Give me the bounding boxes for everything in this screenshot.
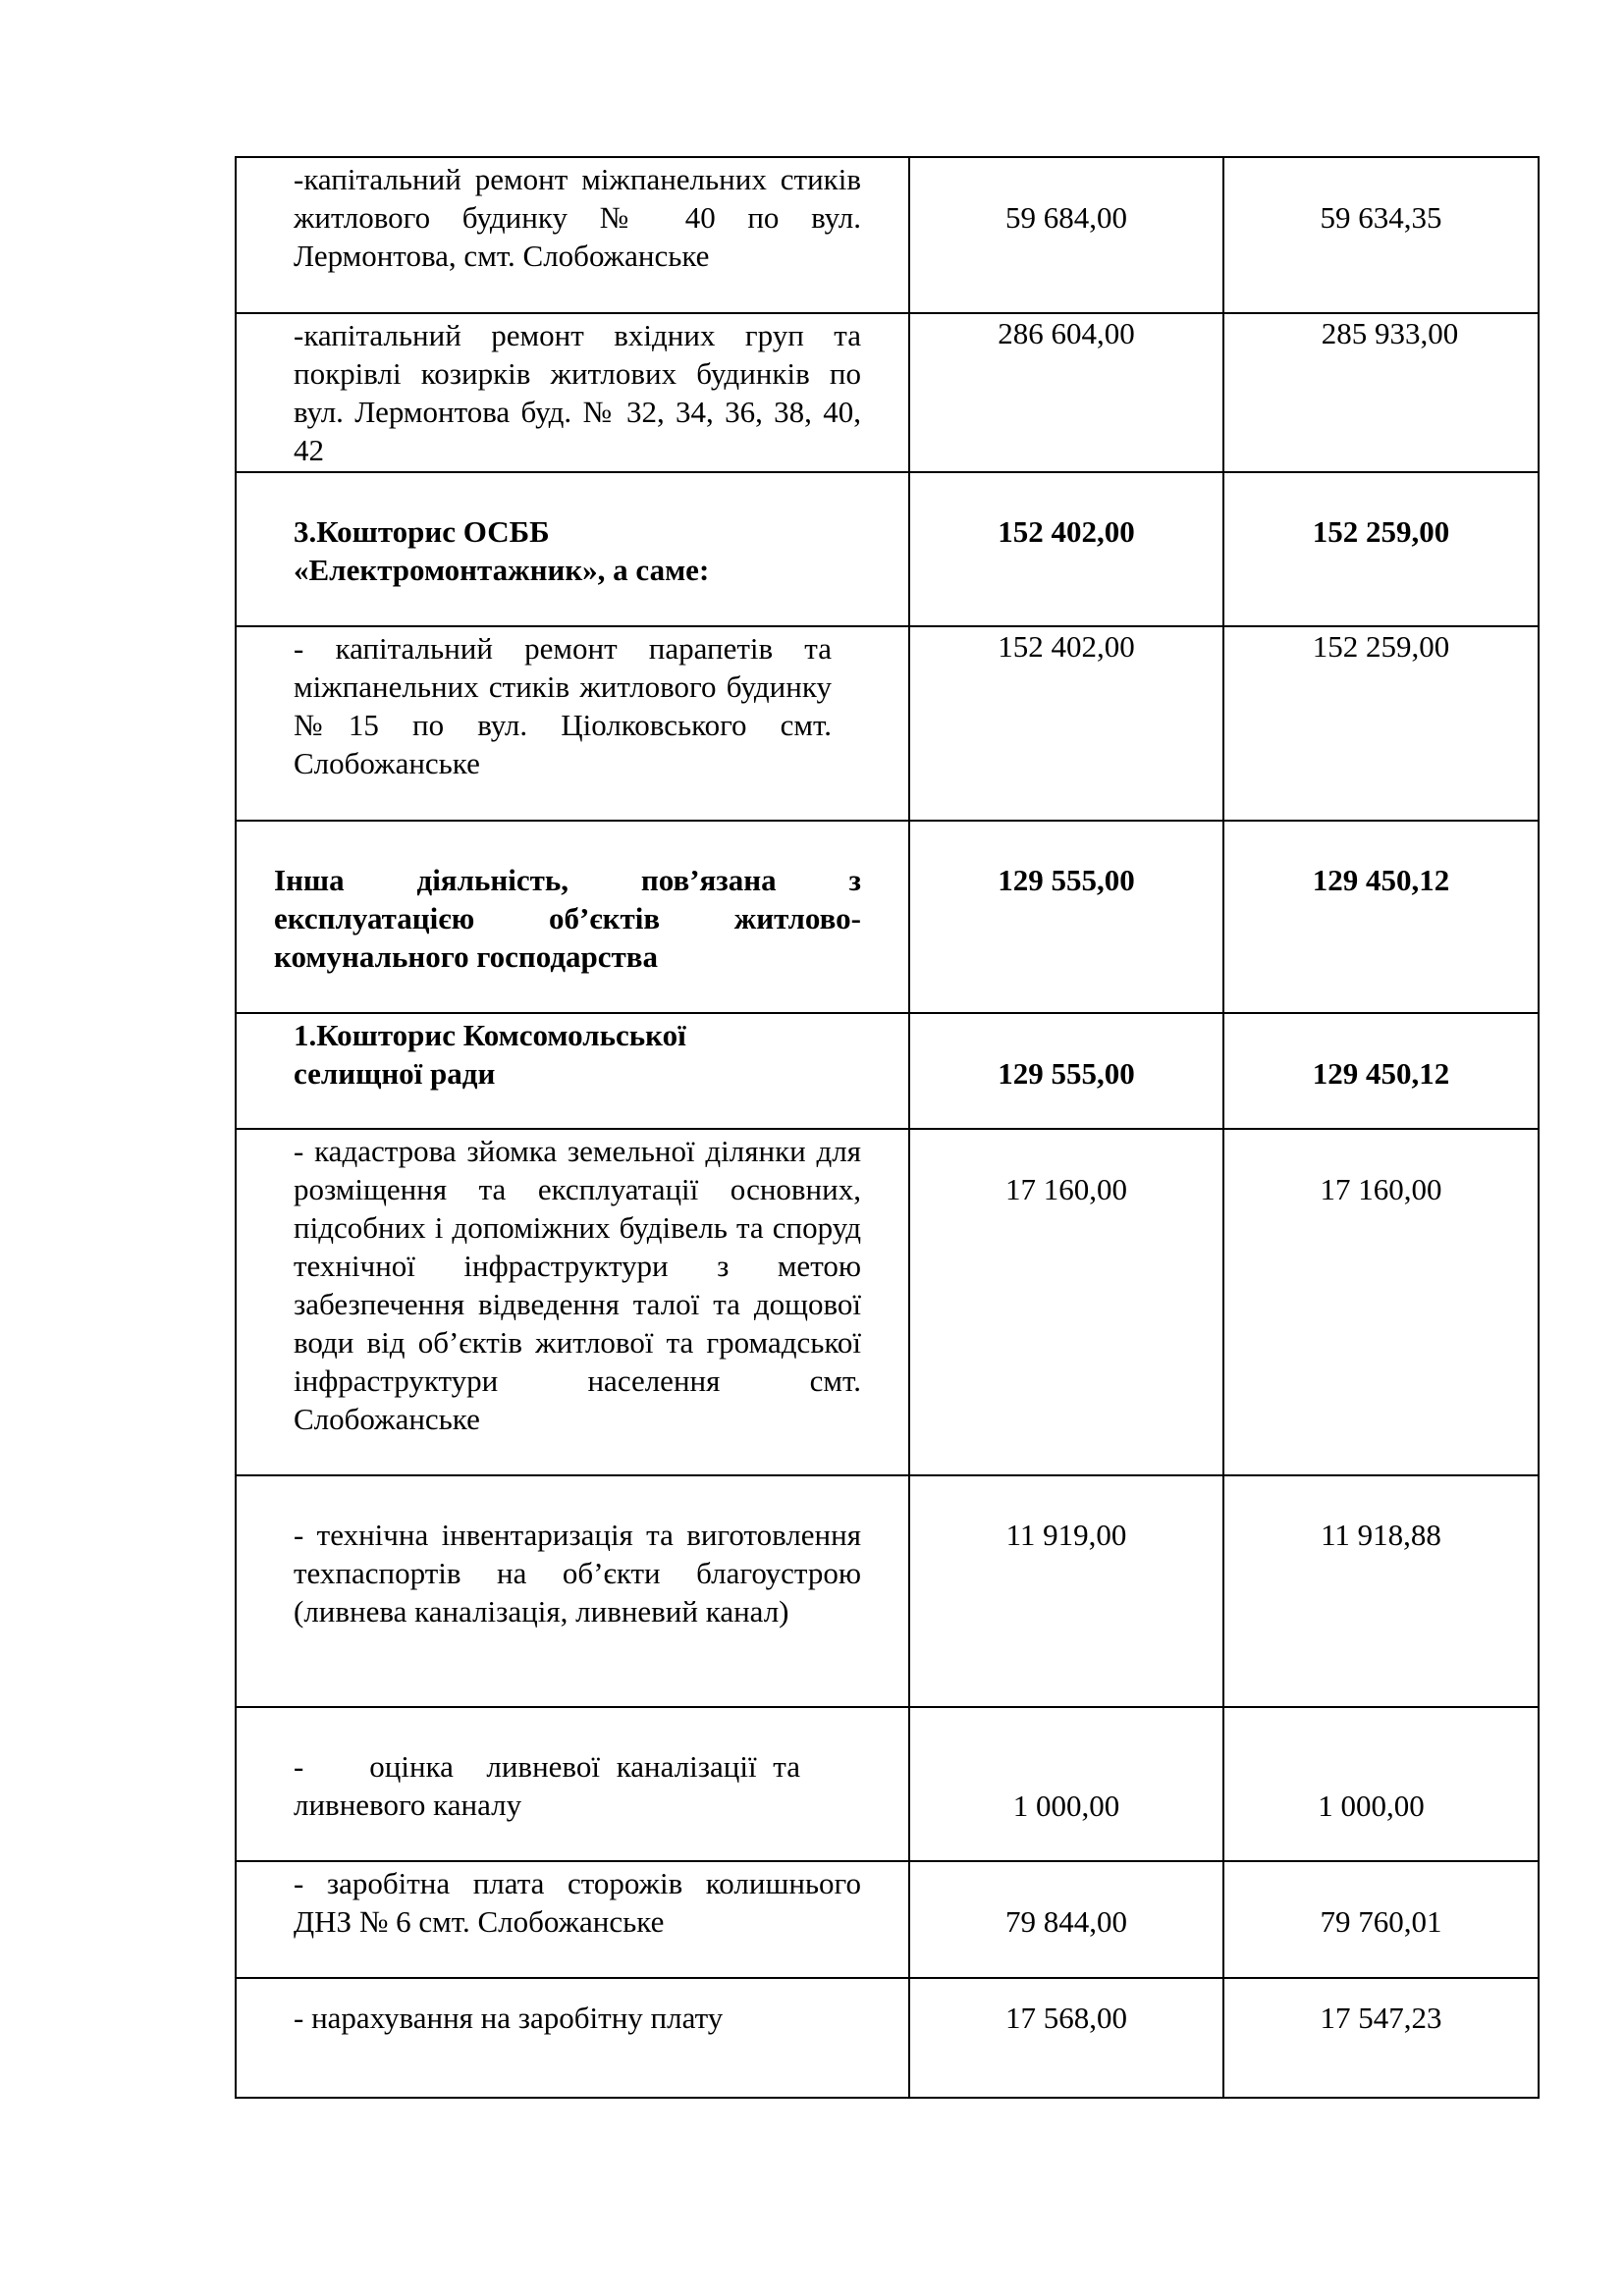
- planned-amount: 129 555,00: [909, 821, 1223, 1013]
- row-description: - кадастрова зйомка земельної ділянки для розміщення та експлуатації основних, підсобних і допоміжних будівель та споруд технічної інфраструктури з метою забезпечення відведення талої та дощової води від об’єктів житлової та громадської інфраструктури населення смт. Слобожанське: [236, 1129, 909, 1475]
- table-row: [236, 157, 1539, 313]
- planned-amount: 59 684,00: [909, 157, 1223, 313]
- table-row: [236, 821, 1539, 1013]
- row-description: 3.Кошторис ОСББ «Електромонтажник», а саме:: [236, 472, 909, 626]
- table-row: [236, 1707, 1539, 1861]
- row-description: - заробітна плата сторожів колишнього ДНЗ № 6 смт. Слобожанське: [236, 1861, 909, 1978]
- row-description: - оцінка ливневої каналізації та ливневого каналу: [236, 1707, 909, 1861]
- table-row: [236, 1978, 1539, 2098]
- actual-amount: 11 918,88: [1223, 1475, 1539, 1707]
- actual-amount: 59 634,35: [1223, 157, 1539, 313]
- actual-amount: 285 933,00: [1223, 313, 1539, 472]
- planned-amount: 11 919,00: [909, 1475, 1223, 1707]
- table-row: [236, 1475, 1539, 1707]
- planned-amount: 152 402,00: [909, 472, 1223, 626]
- table-row: [236, 1013, 1539, 1129]
- table-row: [236, 313, 1539, 472]
- planned-amount: 1 000,00: [909, 1707, 1223, 1861]
- actual-amount: 1 000,00: [1223, 1707, 1539, 1861]
- planned-amount: 129 555,00: [909, 1013, 1223, 1129]
- row-description: Інша діяльність, пов’язана з експлуатацією об’єктів житлово-комунального господарства: [236, 821, 909, 1013]
- actual-amount: 79 760,01: [1223, 1861, 1539, 1978]
- actual-amount: 129 450,12: [1223, 1013, 1539, 1129]
- actual-amount: 17 547,23: [1223, 1978, 1539, 2098]
- planned-amount: 17 160,00: [909, 1129, 1223, 1475]
- row-description: -капітальний ремонт вхідних груп та покрівлі козирків житлових будинків по вул. Лермонтова буд. № 32, 34, 36, 38, 40, 42: [236, 313, 909, 472]
- row-description: - нарахування на заробітну плату: [236, 1978, 909, 2098]
- planned-amount: 286 604,00: [909, 313, 1223, 472]
- table-row: [236, 1861, 1539, 1978]
- planned-amount: 17 568,00: [909, 1978, 1223, 2098]
- actual-amount: 152 259,00: [1223, 472, 1539, 626]
- table-row: [236, 472, 1539, 626]
- actual-amount: 152 259,00: [1223, 626, 1539, 821]
- row-description: 1.Кошторис Комсомольської селищної ради: [236, 1013, 909, 1129]
- row-description: - капітальний ремонт парапетів та міжпанельних стиків житлового будинку №15 по вул. Ціолковського смт. Слобожанське: [236, 626, 909, 821]
- actual-amount: 17 160,00: [1223, 1129, 1539, 1475]
- planned-amount: 152 402,00: [909, 626, 1223, 821]
- table-row: [236, 1129, 1539, 1475]
- row-description: - технічна інвентаризація та виготовлення техпаспортів на об’єкти благоустрою (ливнева каналізація, ливневий канал): [236, 1475, 909, 1707]
- table-row: [236, 626, 1539, 821]
- actual-amount: 129 450,12: [1223, 821, 1539, 1013]
- row-description: -капітальний ремонт міжпанельних стиків житлового будинку № 40 по вул. Лермонтова, смт. Слобожанське: [236, 157, 909, 313]
- planned-amount: 79 844,00: [909, 1861, 1223, 1978]
- budget-table: [235, 156, 1540, 2099]
